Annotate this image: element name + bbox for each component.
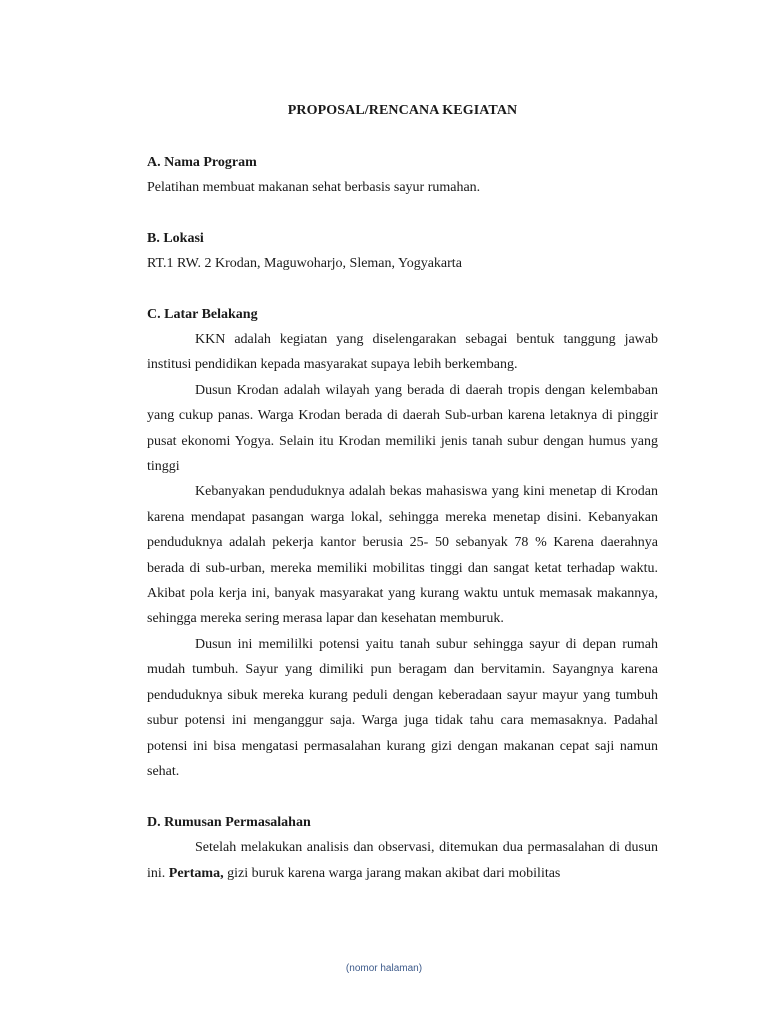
section-d-text-bold: Pertama, [168,865,224,881]
document-page [147,98,658,886]
spacer [147,200,658,226]
section-b-heading: B. Lokasi [147,231,204,246]
document-title: PROPOSAL/RENCANA KEGIATAN [287,103,518,118]
section-a-heading: A. Nama Program [147,155,257,170]
section-c-paragraph-4: Dusun ini memililki potensi yaitu tanah subur sehingga sayur di depan rumah mudah tumbuh. Sayur yang dimiliki pun beragam dan bervitamin. Sayangnya karena penduduknya sibuk mereka kurang peduli dengan keberadaan sayur mayur yang tumbuh subur potensi ini menganggur saja. Warga juga tidak tahu cara memasaknya. Padahal potensi ini bisa mengatasi permasalahan kurang gizi dengan makanan cepat saji namun sehat. [147,636,658,779]
spacer [147,784,658,810]
section-d-text-end: gizi buruk karena warga jarang makan akibat dari mobilitas [223,865,561,881]
section-d-text-start: Setelah melakukan analisis dan observasi, ditemukan dua permasalahan di dusun ini. [147,840,658,881]
spacer [147,276,658,302]
section-c-heading: C. Latar Belakang [147,307,258,322]
section-c-paragraph-3: Kebanyakan penduduknya adalah bekas mahasiswa yang kini menetap di Krodan karena mendapat pasangan warga lokal, sehingga mereka menetap disini. Kebanyakan penduduknya adalah pekerja kantor berusia 25- 50 sebanyak 78 % Karena daerahnya berada di sub-urban, mereka memiliki mobilitas tinggi dan sangat ketat terhadap waktu. Akibat pola kerja ini, banyak masyarakat yang kurang waktu untuk memasak makannya, sehingga mereka sering merasa lapar dan kesehatan memburuk. [147,484,658,627]
section-b-text: RT.1 RW. 2 Krodan, Maguwoharjo, Sleman, Yogyakarta [147,256,462,271]
section-a-text: Pelatihan membuat makanan sehat berbasis sayur rumahan. [147,180,481,195]
section-d-heading: D. Rumusan Permasalahan [147,815,311,831]
section-c-paragraph-1: KKN adalah kegiatan yang diselengarakan sebagai bentuk tanggung jawab institusi pendidikan kepada masyarakat supaya lebih berkembang. [147,332,658,373]
section-d-paragraph [147,835,658,886]
section-c-paragraph-2: Dusun Krodan adalah wilayah yang berada di daerah tropis dengan kelembaban yang cukup panas. Warga Krodan berada di daerah Sub-urban karena letaknya di pinggir pusat ekonomi Yogya. Selain itu Krodan memiliki jenis tanah subur dengan humus yang tinggi [147,382,658,475]
page-number-placeholder: (nomor halaman) [345,963,423,974]
